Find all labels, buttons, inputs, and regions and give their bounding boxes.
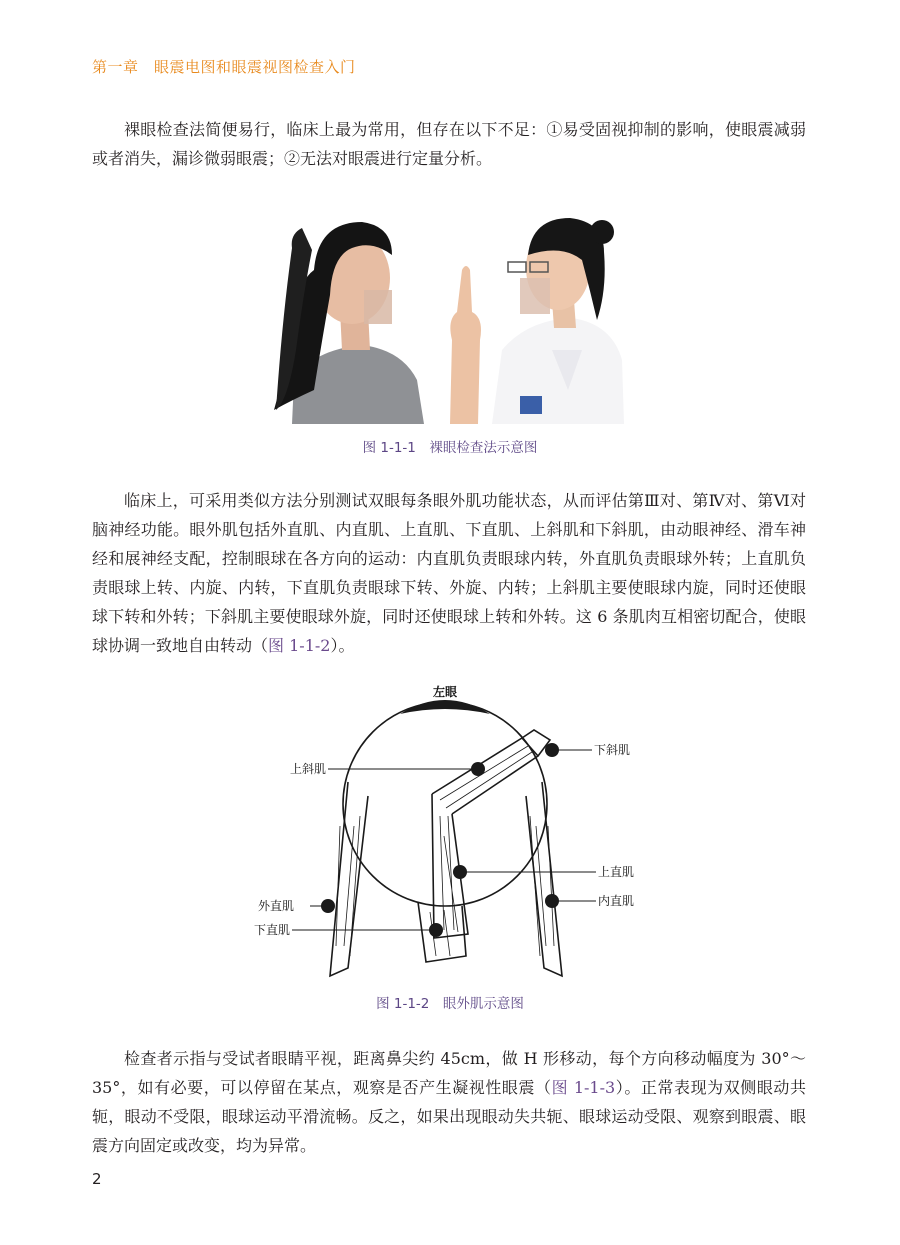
label-lateral-rectus: 外直肌 <box>257 899 294 913</box>
paragraph-3: 检查者示指与受试者眼睛平视，距离鼻尖约 45cm，做 H 形移动，每个方向移动幅度为 30°～35°，如有必要，可以停留在某点，观察是否产生凝视性眼震（图 1-1-3）。正常表现为双侧眼动共轭，眼动不受限，眼球运动平滑流畅。反之，如果出现眼动失共轭、眼球运动受限、观察到眼震、眼震方向固定或改变，均为异常。 <box>92 1049 806 1155</box>
paragraph-1: 裸眼检查法简便易行，临床上最为常用，但存在以下不足：①易受固视抑制的影响，使眼震减弱或者消失，漏诊微弱眼震；②无法对眼震进行定量分析。 <box>92 120 806 168</box>
label-left-eye: 左眼 <box>432 685 458 699</box>
lateral-rectus-dot <box>321 899 335 913</box>
inferior-oblique-dot <box>545 743 559 757</box>
figure-1-photo <box>252 200 644 424</box>
label-inferior-rectus: 下直肌 <box>253 923 290 937</box>
eye-muscle-diagram <box>240 676 660 982</box>
figure-ref-1-1-2[interactable]: 图 1-1-2 <box>268 636 331 655</box>
cornea-cap-shape <box>400 700 490 714</box>
figure-1-caption: 图 1-1-1 裸眼检查法示意图 <box>362 440 538 456</box>
eyeball-shape <box>343 702 547 906</box>
label-superior-oblique: 上斜肌 <box>289 762 326 776</box>
inferior-rectus-dot <box>429 923 443 937</box>
medial-rectus-dot <box>545 894 559 908</box>
superior-rectus-dot <box>453 865 467 879</box>
figure-2-caption: 图 1-1-2 眼外肌示意图 <box>376 996 524 1012</box>
paragraph-2: 临床上，可采用类似方法分别测试双眼每条眼外肌功能状态，从而评估第Ⅲ对、第Ⅳ对、第Ⅵ对脑神经功能。眼外肌包括外直肌、内直肌、上直肌、下直肌、上斜肌和下斜肌，由动眼神经、滑车神经和展神经支配，控制眼球在各方向的运动：内直肌负责眼球内转，外直肌负责眼球外转；上直肌负责眼球上转、内旋、内转，下直肌负责眼球下转、外旋、内转；上斜肌主要使眼球内旋，同时还使眼球下转和外转；下斜肌主要使眼球外旋，同时还使眼球上转和外转。这 6 条肌肉互相密切配合，使眼球协调一致地自由转动（图 1-1-2）。 <box>92 491 806 655</box>
label-superior-rectus: 上直肌 <box>598 865 635 879</box>
figure-ref-1-1-3[interactable]: 图 1-1-3 <box>551 1078 616 1097</box>
chapter-header: 第一章 眼震电图和眼震视图检查入门 <box>92 58 356 76</box>
label-medial-rectus: 内直肌 <box>598 894 635 908</box>
page-number: 2 <box>92 1170 102 1188</box>
label-inferior-oblique: 下斜肌 <box>594 743 631 757</box>
superior-oblique-dot <box>471 762 485 776</box>
